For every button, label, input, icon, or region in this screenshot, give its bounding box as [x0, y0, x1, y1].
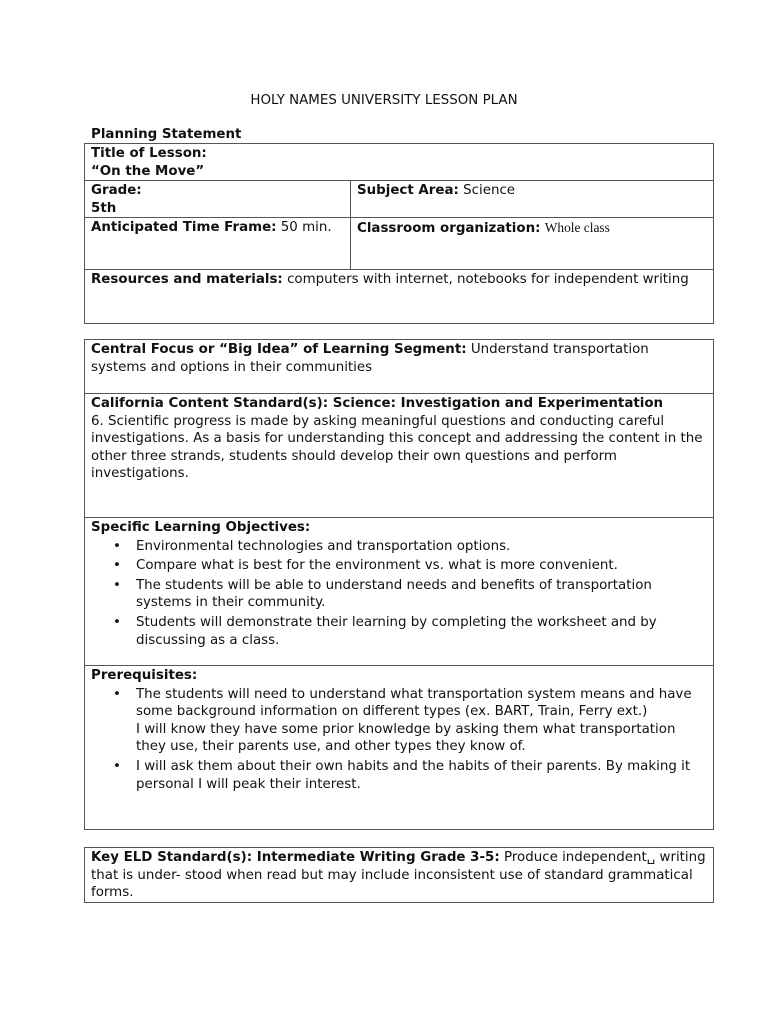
prerequisites-cell: [85, 666, 714, 830]
planning-statement-heading: Planning Statement: [91, 127, 242, 142]
objective-item: • Environmental technologies and transportation options.: [136, 538, 707, 556]
time-frame-value: 50 min.: [280, 220, 332, 236]
resources-cell: [85, 270, 714, 324]
central-focus-label: Central Focus or “Big Idea” of Learning Segment:: [91, 342, 467, 357]
objective-item: • Students will demonstrate their learning by completing the worksheet and by discussing as a class.: [136, 614, 707, 649]
document-title: HOLY NAMES UNIVERSITY LESSON PLAN: [250, 93, 518, 108]
classroom-organization-cell: [351, 218, 714, 270]
subject-area-cell: [351, 181, 714, 218]
grade-label: Grade:: [91, 183, 142, 199]
prerequisite-item: • I will ask them about their own habits and the habits of their parents. By making it personal I will peak their interest.: [136, 758, 707, 793]
prerequisite-item: [136, 686, 707, 756]
prerequisite-text: I will know they have some prior knowledge by asking them what transportation they use, their parents use, and other types they know of.: [136, 721, 676, 755]
subject-area-value: Science: [463, 183, 516, 199]
subject-area-label: Subject Area:: [357, 183, 459, 199]
content-standards-cell: [85, 394, 714, 518]
classroom-organization-value: Whole class: [544, 220, 610, 236]
content-standards-label: California Content Standard(s): Science: Investigation and Experimentation: [91, 396, 664, 411]
prerequisites-label: Prerequisites:: [91, 668, 198, 683]
planning-table: [84, 143, 714, 324]
prerequisites-list: [91, 686, 707, 794]
prerequisite-text: • The students will need to understand what transportation system means and have some background information on different types (ex. BART, Train, Ferry ext.): [136, 686, 692, 720]
objective-item: • Compare what is best for the environment vs. what is more convenient.: [136, 557, 707, 575]
central-focus-cell: [85, 340, 714, 394]
time-frame-label: Anticipated Time Frame:: [91, 220, 277, 236]
objective-item: • The students will be able to understand needs and benefits of transportation systems in their community.: [136, 577, 707, 612]
content-standards-value: 6. Scientific progress is made by asking meaningful questions and conducting careful investigations. As a basis for understanding this concept and addressing the content in the other three strands, students should develop their own questions and perform investigations.: [91, 413, 703, 482]
lesson-title-cell: [85, 144, 714, 181]
learning-objectives-cell: [85, 518, 714, 666]
time-frame-cell: [85, 218, 351, 270]
learning-objectives-label: Specific Learning Objectives:: [91, 520, 311, 535]
grade-cell: [85, 181, 351, 218]
eld-standards-label: Key ELD Standard(s): Intermediate Writing Grade 3-5:: [91, 850, 500, 865]
central-focus-value: Understand transportation systems and options in their communities: [91, 342, 649, 375]
learning-objectives-list: [91, 538, 707, 650]
lesson-title-value: “On the Move”: [91, 163, 205, 179]
learning-segment-table: [84, 339, 714, 830]
grade-value: 5th: [91, 200, 117, 216]
eld-standards-value: Produce independent␣ writing that is under- stood when read but may include inconsistent use of standard grammatical forms.: [91, 850, 706, 901]
eld-standards-cell: [85, 848, 714, 903]
lesson-title-label: Title of Lesson:: [91, 146, 207, 161]
resources-label: Resources and materials:: [91, 272, 283, 288]
resources-value: computers with internet, notebooks for independent writing: [287, 272, 689, 288]
classroom-organization-label: Classroom organization:: [357, 221, 541, 237]
eld-standards-table: [84, 847, 714, 903]
